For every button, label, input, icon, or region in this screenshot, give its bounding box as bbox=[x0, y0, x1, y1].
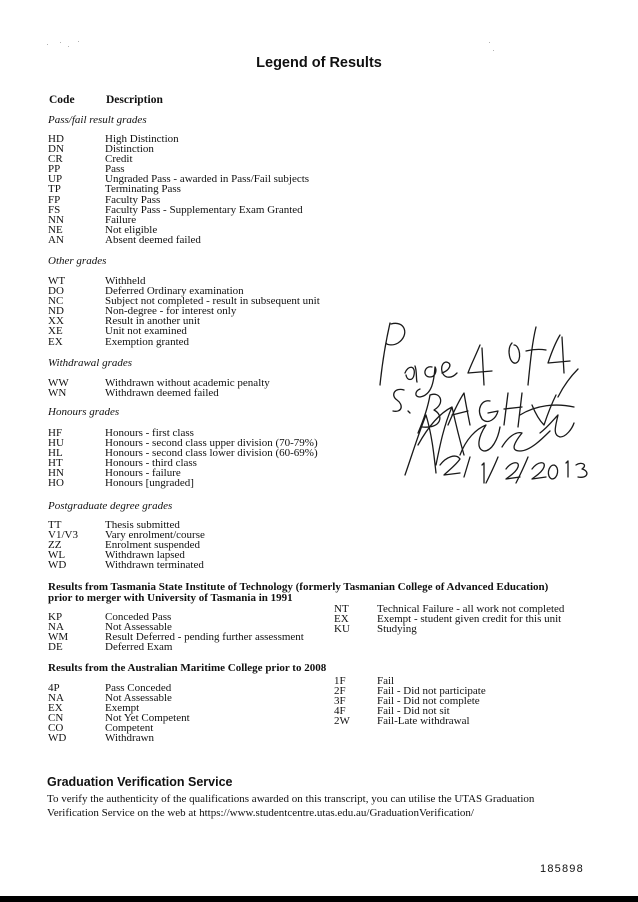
grade-description: Enrolment suspended bbox=[105, 539, 201, 552]
gvs-line2[interactable]: Verification Service on the web at https://www.studentcentre.utas.edu.au/GraduationVerification/ bbox=[47, 807, 474, 819]
section-title-postgraduate: Postgraduate degree grades bbox=[48, 500, 173, 512]
grade-code: EX bbox=[48, 335, 63, 348]
grade-description: Withheld bbox=[105, 275, 146, 287]
grade-code: WD bbox=[48, 559, 67, 572]
grade-description: Competent bbox=[105, 722, 154, 735]
grade-code: ZZ bbox=[48, 539, 62, 552]
grade-description: Exempt bbox=[105, 702, 140, 715]
grade-description: Pass Conceded bbox=[105, 682, 172, 694]
grade-description: Fail - Did not complete bbox=[377, 695, 480, 708]
grade-code: NN bbox=[48, 213, 64, 226]
grade-code: WL bbox=[48, 549, 66, 562]
scan-speck bbox=[493, 50, 494, 51]
grade-description: Exemption granted bbox=[105, 335, 190, 348]
grade-code: HN bbox=[48, 467, 64, 480]
grade-description: Credit bbox=[105, 153, 133, 166]
description-column-header: Description bbox=[106, 94, 163, 106]
grade-code: ND bbox=[48, 305, 64, 318]
section-title-other: Other grades bbox=[48, 255, 107, 267]
document-number: 185898 bbox=[540, 863, 584, 875]
grade-code: 4F bbox=[334, 705, 346, 718]
grade-description: Withdrawn bbox=[105, 732, 155, 745]
gvs-title: Graduation Verification Service bbox=[47, 775, 233, 789]
grade-description: Withdrawn deemed failed bbox=[105, 387, 219, 400]
grade-code: 3F bbox=[334, 695, 346, 708]
grade-description: Honours - second class lower division (60-69%) bbox=[105, 447, 318, 460]
grade-description: Not Assessable bbox=[105, 621, 172, 634]
grade-code: WW bbox=[48, 377, 69, 389]
grade-description: Not eligible bbox=[105, 223, 158, 236]
grade-description: Distinction bbox=[105, 143, 154, 156]
grade-description: Not Yet Competent bbox=[105, 712, 190, 725]
grade-code: KU bbox=[334, 623, 350, 636]
grade-code: XX bbox=[48, 315, 64, 328]
grade-code: TT bbox=[48, 519, 62, 531]
tsit-heading-line1: Results from Tasmania State Institute of Technology (formerly Tasmanian College of Advanced Education) bbox=[48, 581, 549, 593]
grade-code: NE bbox=[48, 223, 63, 236]
grade-code: UP bbox=[48, 173, 63, 186]
code-column-header: Code bbox=[49, 94, 75, 106]
grade-code: DO bbox=[48, 285, 64, 298]
grade-description: Faculty Pass - Supplementary Exam Granted bbox=[105, 203, 303, 216]
gvs-description bbox=[47, 792, 607, 820]
section-title-withdrawal: Withdrawal grades bbox=[48, 357, 133, 369]
grade-code: 2W bbox=[334, 715, 350, 728]
grade-description: Subject not completed - result in subsequent unit bbox=[105, 295, 320, 308]
grade-code: HD bbox=[48, 133, 64, 145]
grade-code: EX bbox=[48, 702, 63, 715]
grade-description: Pass bbox=[105, 163, 125, 176]
amc-heading: Results from the Australian Maritime College prior to 2008 bbox=[48, 662, 327, 674]
grade-code: WD bbox=[48, 732, 67, 745]
grade-description: Honours - failure bbox=[105, 467, 181, 480]
grade-code: 4P bbox=[48, 682, 60, 694]
grade-code: FS bbox=[48, 203, 61, 216]
grade-description: Conceded Pass bbox=[105, 611, 172, 623]
grade-description: Fail bbox=[377, 675, 395, 687]
grade-description: Deferred Ordinary examination bbox=[105, 285, 244, 298]
grade-code: DE bbox=[48, 641, 63, 654]
grade-code: 1F bbox=[334, 675, 346, 687]
grade-description: Non-degree - for interest only bbox=[105, 305, 237, 318]
grade-description: Absent deemed failed bbox=[105, 233, 201, 246]
grade-description: Terminating Pass bbox=[105, 183, 181, 196]
scan-edge-bar bbox=[0, 896, 638, 902]
grade-code: 2F bbox=[334, 685, 346, 698]
grade-code: DN bbox=[48, 143, 64, 156]
grade-code: EX bbox=[334, 613, 349, 626]
section-title-honours: Honours grades bbox=[48, 406, 120, 418]
grade-description: Technical Failure - all work not completed bbox=[377, 603, 565, 615]
grade-description: Deferred Exam bbox=[105, 641, 173, 654]
grade-code: NA bbox=[48, 621, 64, 634]
grade-description: Withdrawn without academic penalty bbox=[105, 377, 270, 389]
grade-code: HL bbox=[48, 447, 63, 460]
grade-code: NA bbox=[48, 692, 64, 705]
grade-code: CO bbox=[48, 722, 64, 735]
grade-code: HU bbox=[48, 437, 64, 450]
grade-code: XE bbox=[48, 325, 63, 338]
grade-description: Ungraded Pass - awarded in Pass/Fail subjects bbox=[105, 173, 310, 186]
scan-speck bbox=[60, 42, 61, 43]
grade-code: KP bbox=[48, 611, 63, 623]
scan-speck bbox=[68, 46, 69, 47]
grade-description: Thesis submitted bbox=[105, 519, 180, 531]
grade-code: HT bbox=[48, 457, 63, 470]
grade-description: Vary enrolment/course bbox=[105, 529, 205, 542]
grade-description: Fail-Late withdrawal bbox=[377, 715, 470, 728]
grade-description: Studying bbox=[377, 623, 417, 636]
grade-description: Result Deferred - pending further assessment bbox=[105, 631, 304, 644]
grade-description: Honours - third class bbox=[105, 457, 197, 470]
grade-code: FP bbox=[48, 193, 61, 206]
grade-code: HF bbox=[48, 427, 63, 439]
grade-code: TP bbox=[48, 183, 61, 196]
grade-description: Result in another unit bbox=[105, 315, 201, 328]
tsit-heading-line2: prior to merger with University of Tasmania in 1991 bbox=[48, 592, 293, 604]
page-title: Legend of Results bbox=[256, 55, 382, 71]
grade-code: PP bbox=[48, 163, 61, 176]
grade-code: NC bbox=[48, 295, 64, 308]
grade-description: Fail - Did not sit bbox=[377, 705, 450, 718]
grade-description: Withdrawn lapsed bbox=[105, 549, 185, 562]
grade-description: Honours [ungraded] bbox=[105, 477, 194, 490]
grade-code: CN bbox=[48, 712, 64, 725]
grade-code: CR bbox=[48, 153, 63, 166]
grade-description: Faculty Pass bbox=[105, 193, 161, 206]
grade-description: Failure bbox=[105, 213, 137, 226]
scan-speck bbox=[489, 42, 490, 43]
grade-code: AN bbox=[48, 233, 64, 246]
grade-code: WM bbox=[48, 631, 69, 644]
grade-code: HO bbox=[48, 477, 64, 490]
grade-description: Withdrawn terminated bbox=[105, 559, 204, 572]
gvs-line1: To verify the authenticity of the qualifications awarded on this transcript, you can utilise the UTAS Graduation bbox=[47, 793, 535, 805]
scan-speck bbox=[78, 41, 79, 42]
grade-description: Exempt - student given credit for this unit bbox=[377, 613, 562, 626]
grade-code: WT bbox=[48, 275, 66, 287]
grade-description: Fail - Did not participate bbox=[377, 685, 486, 698]
handwritten-signature-icon bbox=[360, 315, 600, 495]
scan-speck bbox=[47, 44, 48, 45]
grade-code: WN bbox=[48, 387, 67, 400]
grade-description: Not Assessable bbox=[105, 692, 172, 705]
grade-description: Unit not examined bbox=[105, 325, 187, 338]
grade-description: Honours - second class upper division (70-79%) bbox=[105, 437, 318, 450]
section-title-passfail: Pass/fail result grades bbox=[48, 114, 147, 126]
grade-description: High Distinction bbox=[105, 133, 179, 145]
grade-code: NT bbox=[334, 603, 349, 615]
grade-code: V1/V3 bbox=[48, 529, 78, 542]
grade-description: Honours - first class bbox=[105, 427, 194, 439]
